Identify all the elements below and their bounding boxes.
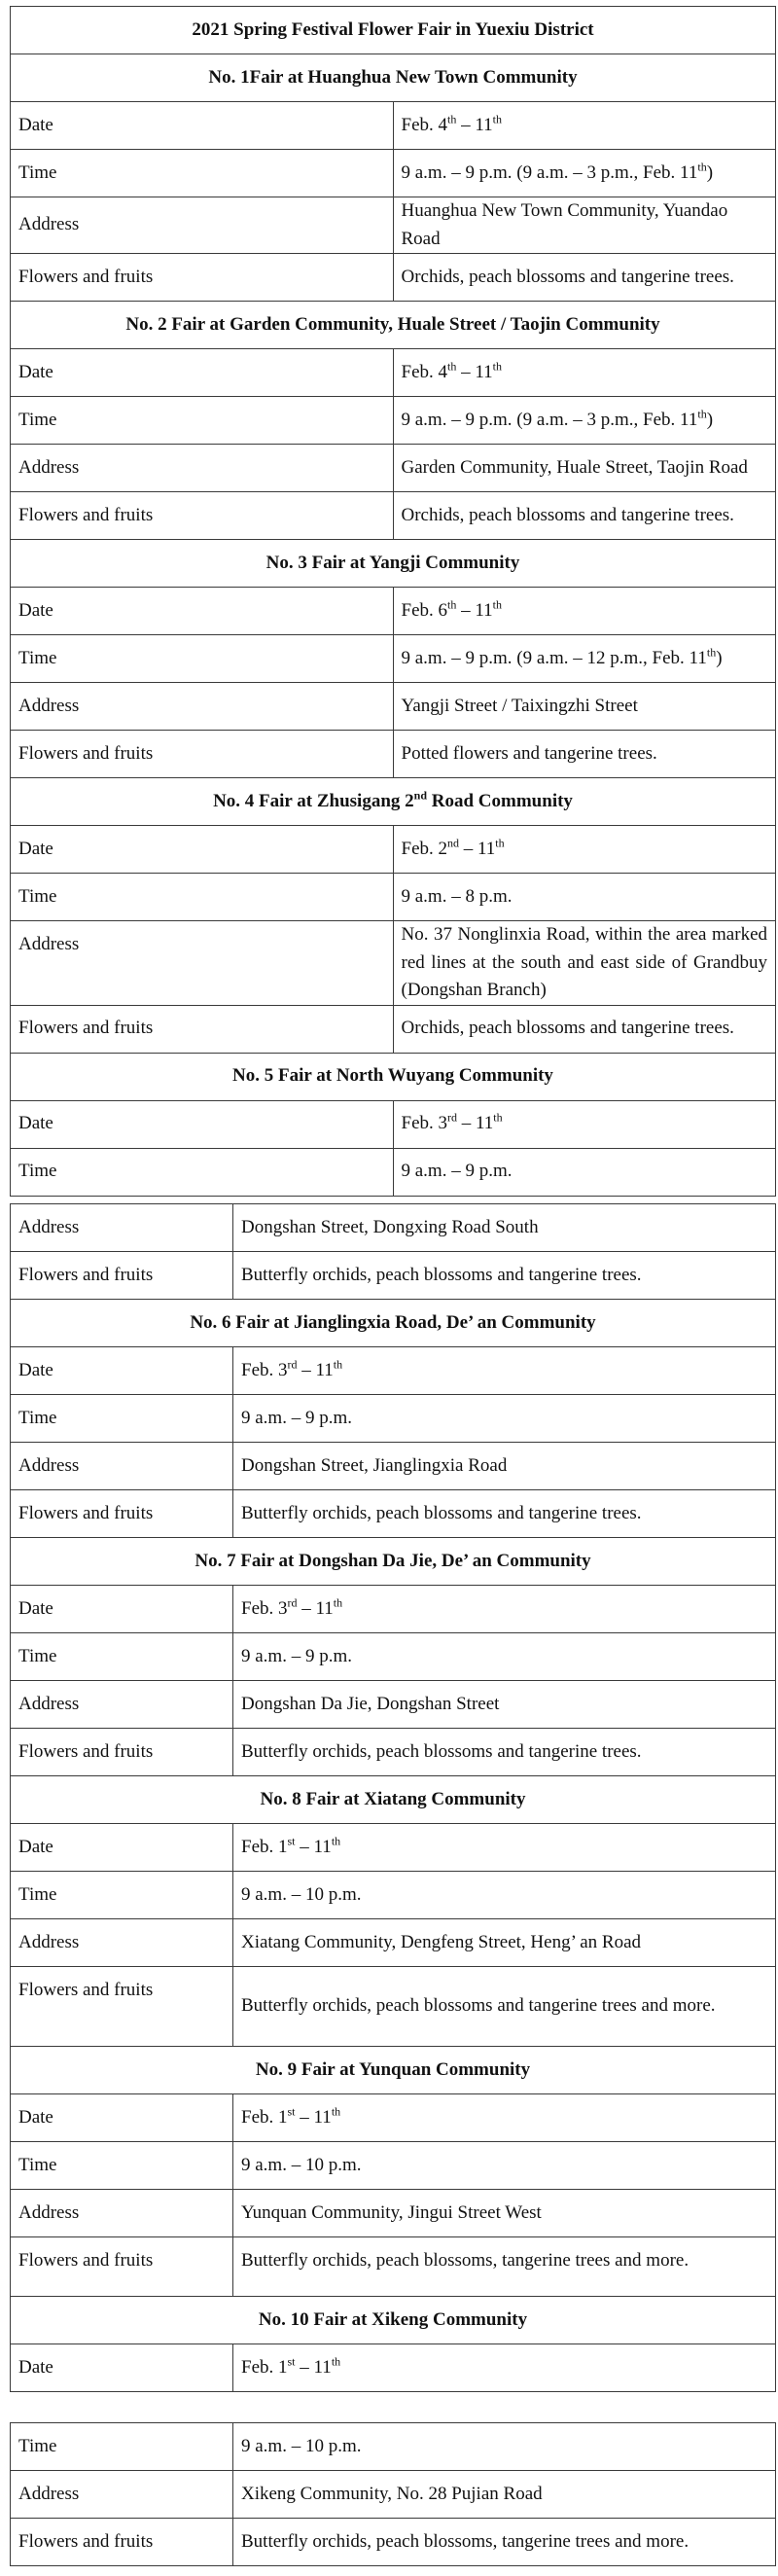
table-row (11, 2190, 776, 2237)
address-label: Address (11, 1204, 233, 1252)
table-row (11, 1872, 776, 1919)
table-row (11, 1824, 776, 1872)
table-row (11, 635, 776, 683)
flowers-label: Flowers and fruits (11, 492, 394, 540)
table-row (11, 102, 776, 150)
time-value: 9 a.m. – 9 p.m. (9 a.m. – 12 p.m., Feb. 11th) (393, 635, 776, 683)
table-row (11, 1490, 776, 1538)
fair-heading: No. 1Fair at Huanghua New Town Community (11, 54, 776, 102)
table-row (11, 2344, 776, 2392)
date-label: Date (11, 2094, 233, 2142)
table-row (11, 2237, 776, 2297)
time-label: Time (11, 1148, 394, 1196)
flowers-value: Butterfly orchids, peach blossoms and tangerine trees and more. (233, 1967, 776, 2047)
fair-table-part-2 (10, 1203, 776, 2392)
table-row (11, 150, 776, 197)
table-row (11, 349, 776, 397)
date-label: Date (11, 826, 394, 874)
flowers-label: Flowers and fruits (11, 1005, 394, 1053)
time-label: Time (11, 2142, 233, 2190)
time-value: 9 a.m. – 10 p.m. (233, 2423, 776, 2471)
date-value: Feb. 3rd – 11th (393, 1100, 776, 1148)
table-row (11, 683, 776, 731)
address-label: Address (11, 2471, 233, 2519)
address-label: Address (11, 683, 394, 731)
address-label: Address (11, 445, 394, 492)
fair-heading: No. 9 Fair at Yunquan Community (11, 2047, 776, 2094)
date-label: Date (11, 1586, 233, 1633)
flowers-value: Butterfly orchids, peach blossoms and tangerine trees. (233, 1252, 776, 1300)
table-row (11, 1633, 776, 1681)
table-row (11, 1252, 776, 1300)
address-label: Address (11, 2190, 233, 2237)
table-row (11, 874, 776, 921)
flowers-value: Orchids, peach blossoms and tangerine trees. (393, 254, 776, 302)
table-row (11, 1681, 776, 1729)
time-label: Time (11, 397, 394, 445)
address-label: Address (11, 921, 394, 1006)
fair-heading: No. 5 Fair at North Wuyang Community (11, 1053, 776, 1100)
address-value: Xiatang Community, Dengfeng Street, Heng’ an Road (233, 1919, 776, 1967)
date-label: Date (11, 102, 394, 150)
flowers-value: Butterfly orchids, peach blossoms and tangerine trees. (233, 1490, 776, 1538)
table-row (11, 1005, 776, 1053)
date-value: Feb. 1st – 11th (233, 1824, 776, 1872)
date-label: Date (11, 588, 394, 635)
table-row (11, 921, 776, 1006)
address-value: Yunquan Community, Jingui Street West (233, 2190, 776, 2237)
table-row (11, 1395, 776, 1443)
time-value: 9 a.m. – 9 p.m. (233, 1395, 776, 1443)
date-value: Feb. 4th – 11th (393, 349, 776, 397)
time-value: 9 a.m. – 10 p.m. (233, 1872, 776, 1919)
time-label: Time (11, 2423, 233, 2471)
fair-table-part-1 (10, 6, 776, 1197)
flowers-label: Flowers and fruits (11, 1252, 233, 1300)
fair-heading: No. 6 Fair at Jianglingxia Road, De’ an Community (11, 1300, 776, 1347)
table-row (11, 2094, 776, 2142)
fair-heading: No. 7 Fair at Dongshan Da Jie, De’ an Community (11, 1538, 776, 1586)
time-label: Time (11, 635, 394, 683)
time-value: 9 a.m. – 9 p.m. (9 a.m. – 3 p.m., Feb. 11th) (393, 150, 776, 197)
time-value: 9 a.m. – 8 p.m. (393, 874, 776, 921)
address-value: Dongshan Street, Jianglingxia Road (233, 1443, 776, 1490)
flowers-label: Flowers and fruits (11, 254, 394, 302)
time-label: Time (11, 874, 394, 921)
table-row (11, 826, 776, 874)
date-label: Date (11, 1824, 233, 1872)
table-row (11, 1204, 776, 1252)
address-value: Garden Community, Huale Street, Taojin Road (393, 445, 776, 492)
table-row (11, 254, 776, 302)
table-row (11, 2471, 776, 2519)
table-row (11, 1729, 776, 1776)
flowers-value: Potted flowers and tangerine trees. (393, 731, 776, 778)
flowers-label: Flowers and fruits (11, 2237, 233, 2297)
flowers-label: Flowers and fruits (11, 731, 394, 778)
date-value: Feb. 2nd – 11th (393, 826, 776, 874)
fair-heading: No. 3 Fair at Yangji Community (11, 540, 776, 588)
flowers-value: Butterfly orchids, peach blossoms and tangerine trees. (233, 1729, 776, 1776)
flowers-value: Butterfly orchids, peach blossoms, tangerine trees and more. (233, 2237, 776, 2297)
table-row (11, 1586, 776, 1633)
table-row (11, 445, 776, 492)
table-row (11, 397, 776, 445)
time-label: Time (11, 150, 394, 197)
date-label: Date (11, 1347, 233, 1395)
address-label: Address (11, 1681, 233, 1729)
table-row (11, 197, 776, 254)
table-row (11, 2142, 776, 2190)
address-value: Dongshan Da Jie, Dongshan Street (233, 1681, 776, 1729)
flowers-value: Orchids, peach blossoms and tangerine trees. (393, 1005, 776, 1053)
date-label: Date (11, 2344, 233, 2392)
time-value: 9 a.m. – 9 p.m. (233, 1633, 776, 1681)
fair-heading: No. 8 Fair at Xiatang Community (11, 1776, 776, 1824)
table-row (11, 588, 776, 635)
address-value: Huanghua New Town Community, Yuandao Road (393, 197, 776, 254)
fair-heading: No. 4 Fair at Zhusigang 2nd Road Community (11, 778, 776, 826)
date-label: Date (11, 1100, 394, 1148)
table-row (11, 2519, 776, 2566)
table-row (11, 1967, 776, 2047)
date-value: Feb. 6th – 11th (393, 588, 776, 635)
table-row (11, 1443, 776, 1490)
table-row (11, 492, 776, 540)
time-value: 9 a.m. – 9 p.m. (393, 1148, 776, 1196)
address-value: Xikeng Community, No. 28 Pujian Road (233, 2471, 776, 2519)
time-label: Time (11, 1633, 233, 1681)
date-value: Feb. 1st – 11th (233, 2094, 776, 2142)
address-value: Dongshan Street, Dongxing Road South (233, 1204, 776, 1252)
time-value: 9 a.m. – 9 p.m. (9 a.m. – 3 p.m., Feb. 11th) (393, 397, 776, 445)
document-title: 2021 Spring Festival Flower Fair in Yuexiu District (11, 7, 776, 54)
flowers-value: Orchids, peach blossoms and tangerine trees. (393, 492, 776, 540)
fair-heading: No. 10 Fair at Xikeng Community (11, 2297, 776, 2344)
table-row (11, 2423, 776, 2471)
table-row (11, 1100, 776, 1148)
flowers-value: Butterfly orchids, peach blossoms, tangerine trees and more. (233, 2519, 776, 2566)
time-label: Time (11, 1872, 233, 1919)
date-value: Feb. 3rd – 11th (233, 1347, 776, 1395)
flowers-label: Flowers and fruits (11, 1729, 233, 1776)
date-value: Feb. 3rd – 11th (233, 1586, 776, 1633)
flowers-label: Flowers and fruits (11, 2519, 233, 2566)
address-label: Address (11, 1919, 233, 1967)
date-label: Date (11, 349, 394, 397)
table-row (11, 731, 776, 778)
date-value: Feb. 1st – 11th (233, 2344, 776, 2392)
address-label: Address (11, 1443, 233, 1490)
table-row (11, 1919, 776, 1967)
address-value: Yangji Street / Taixingzhi Street (393, 683, 776, 731)
time-label: Time (11, 1395, 233, 1443)
table-row (11, 1148, 776, 1196)
time-value: 9 a.m. – 10 p.m. (233, 2142, 776, 2190)
flowers-label: Flowers and fruits (11, 1490, 233, 1538)
table-row (11, 1347, 776, 1395)
fair-heading: No. 2 Fair at Garden Community, Huale Street / Taojin Community (11, 302, 776, 349)
date-value: Feb. 4th – 11th (393, 102, 776, 150)
flowers-label: Flowers and fruits (11, 1967, 233, 2047)
address-value: No. 37 Nonglinxia Road, within the area marked red lines at the south and east side of Grandbuy (Dongshan Branch) (393, 921, 776, 1006)
address-label: Address (11, 197, 394, 254)
fair-table-part-3 (10, 2422, 776, 2566)
